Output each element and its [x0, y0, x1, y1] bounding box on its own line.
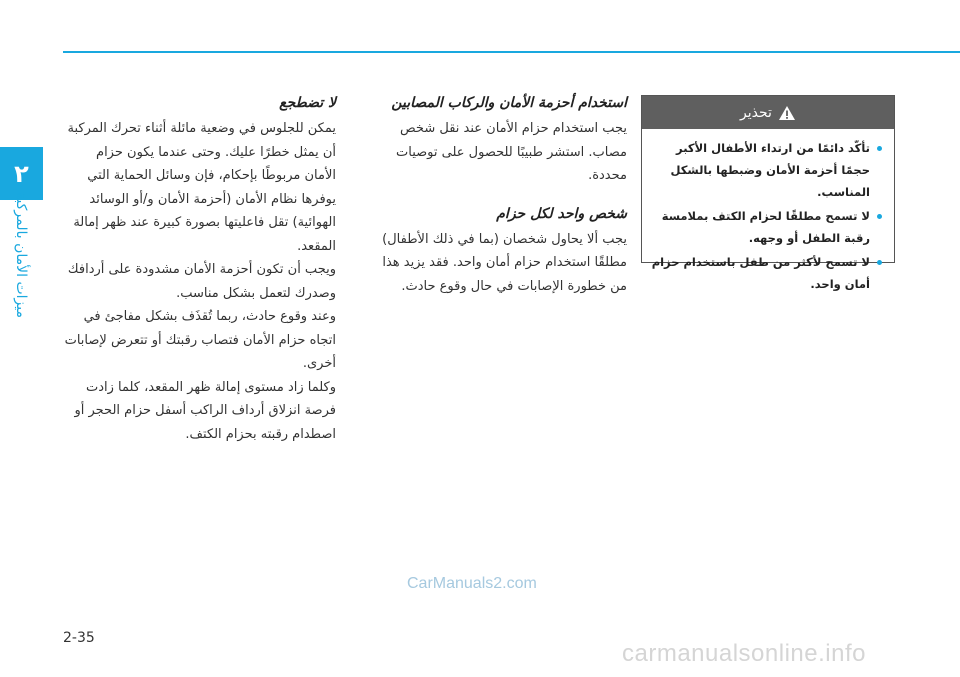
recline-paragraph-4: وكلما زاد مستوى إمالة ظهر المقعد، كلما زادت فرصة انزلاق أرداف الراكب أسفل حزام الحجر أو اصطدام رقبته بحزام الكتف.: [74, 379, 336, 442]
warning-triangle-icon: [778, 105, 796, 121]
warning-item: لا تسمح مطلقًا لحزام الكتف بملامسة رقبة الطفل أو وجهه.: [650, 205, 884, 249]
warning-item: لا تسمح لأكثر من طفل باستخدام حزام أمان واحد.: [650, 251, 884, 295]
header-rule: [63, 51, 960, 53]
left-column: [63, 95, 336, 446]
warning-title: تحذير: [740, 104, 772, 121]
one-person-paragraph: يجب ألا يحاول شخصان (بما في ذلك الأطفال) مطلقًا استخدام حزام أمان واحد. فقد يزيد هذا من خطورة الإصابات في حال وقوع حادث.: [382, 231, 627, 294]
site-watermark: carmanualsonline.info: [622, 640, 866, 667]
recline-heading: لا تضطجع: [279, 95, 336, 111]
middle-column: [362, 95, 627, 298]
injured-heading: استخدام أحزمة الأمان والركاب المصابين: [391, 95, 627, 111]
warning-header: [642, 96, 894, 129]
recline-paragraph-1: يمكن للجلوس في وضعية مائلة أثناء تحرك المركبة أن يمثل خطرًا عليك. وحتى عندما يكون حزام الأمان مربوطًا بإحكام، فإن وسائل الحماية التي يوفرها نظام الأمان (أحزمة الأمان و/أو الوسائد الهوائية) تقل فاعليتها بصورة كبيرة عند ظهر إمالة المقعد.: [67, 121, 336, 254]
section-title: ميزات الأمان بالمركبة: [13, 192, 30, 318]
page-number: 2-35: [63, 630, 95, 646]
warning-item: تأكّد دائمًا من ارتداء الأطفال الأكبر حجمًا أحزمة الأمان وضبطها بالشكل المناسب.: [650, 137, 884, 203]
watermark: CarManuals2.com: [407, 575, 537, 592]
one-person-heading: شخص واحد لكل حزام: [496, 205, 627, 222]
injured-paragraph: يجب استخدام حزام الأمان عند نقل شخص مصاب. استشر طبيبًا للحصول على توصيات محددة.: [396, 121, 627, 183]
warning-box: [641, 95, 895, 291]
recline-paragraph-2: ويجب أن تكون أحزمة الأمان مشدودة على أردافك وصدرك لتعمل بشكل مناسب.: [67, 262, 336, 301]
warning-list: [642, 129, 894, 295]
section-side-label: [2, 192, 40, 318]
chapter-number: ٢: [14, 159, 29, 188]
recline-paragraph-3: وعند وقوع حادث، ربما تُقذَف بشكل مفاجئ في اتجاه حزام الأمان فتصاب رقبتك أو تتعرض لإصابات أخرى.: [64, 309, 336, 371]
